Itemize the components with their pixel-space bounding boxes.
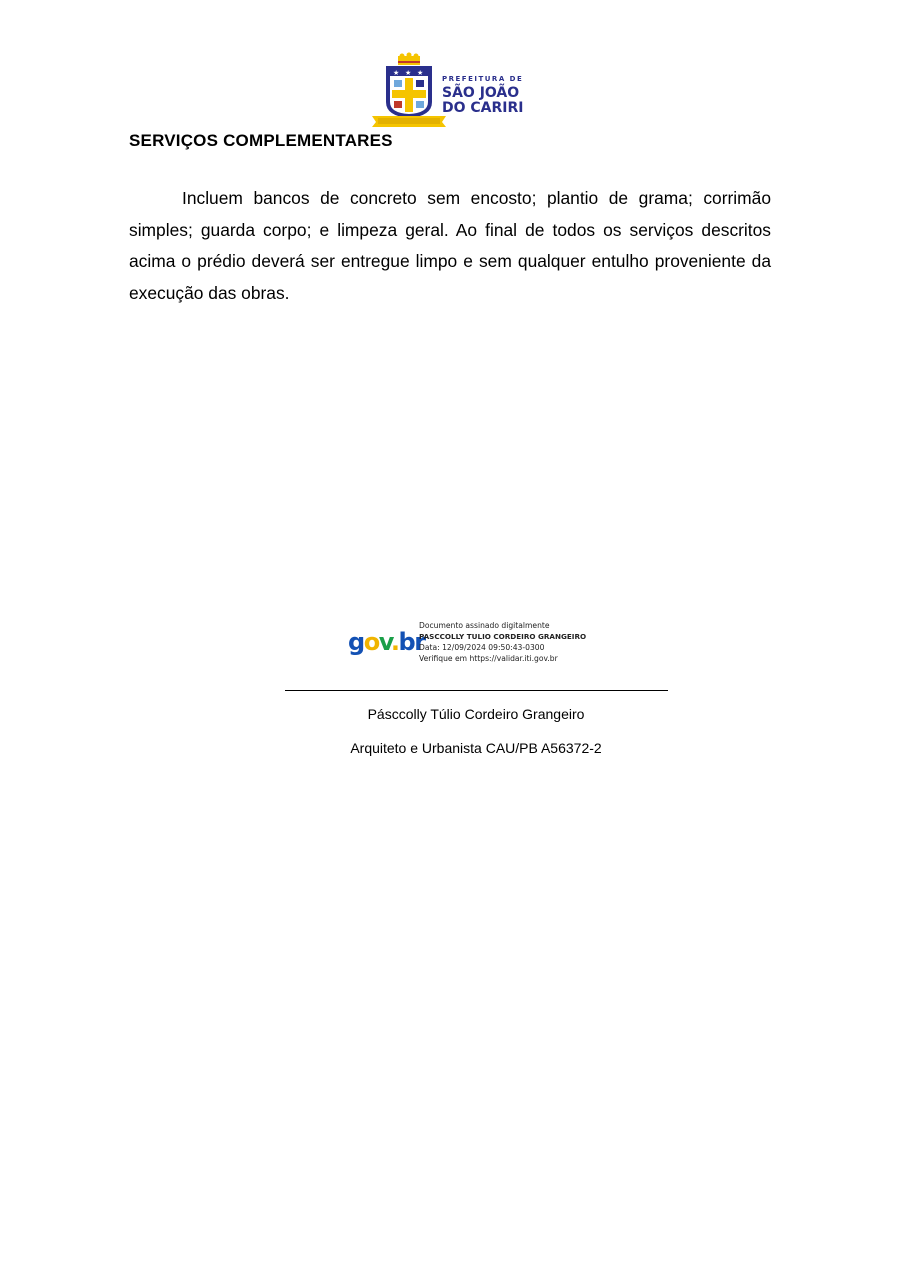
- signature-verify-link: Verifique em https://validar.iti.gov.br: [419, 654, 558, 663]
- govbr-logo: gov.br: [348, 628, 425, 656]
- signatory-role: Arquiteto e Urbanista CAU/PB A56372-2: [350, 740, 602, 756]
- logo-line-prefeitura: PREFEITURA DE: [442, 75, 524, 83]
- svg-text:★: ★: [405, 69, 412, 77]
- signatory-name: Pásccolly Túlio Cordeiro Grangeiro: [367, 706, 585, 722]
- signature-caption: Documento assinado digitalmente: [419, 621, 550, 630]
- signature-details: [419, 620, 586, 664]
- digital-signature-stamp: [348, 620, 608, 672]
- municipality-logo: [368, 52, 528, 128]
- svg-text:★: ★: [393, 69, 400, 77]
- section-paragraph: Incluem bancos de concreto sem encosto; plantio de grama; corrimão simples; guarda corpo; e limpeza geral. Ao final de todos os serviços descritos acima o prédio deverá ser entregue limpo e sem qualquer entulho proveniente da execução das obras.: [129, 188, 771, 303]
- logo-line-do-cariri: DO CARIRI: [442, 100, 524, 116]
- coat-of-arms-icon: [368, 52, 450, 128]
- logo-line-sao-joao: SÃO JOÃO: [442, 85, 520, 101]
- signature-signer: PASCCOLLY TULIO CORDEIRO GRANGEIRO: [419, 632, 587, 641]
- signature-date: Data: 12/09/2024 09:50:43-0300: [419, 643, 545, 652]
- signature-line: [285, 690, 668, 691]
- municipality-name: [442, 76, 523, 115]
- svg-text:★: ★: [417, 69, 424, 77]
- section-title: SERVIÇOS COMPLEMENTARES: [129, 131, 393, 150]
